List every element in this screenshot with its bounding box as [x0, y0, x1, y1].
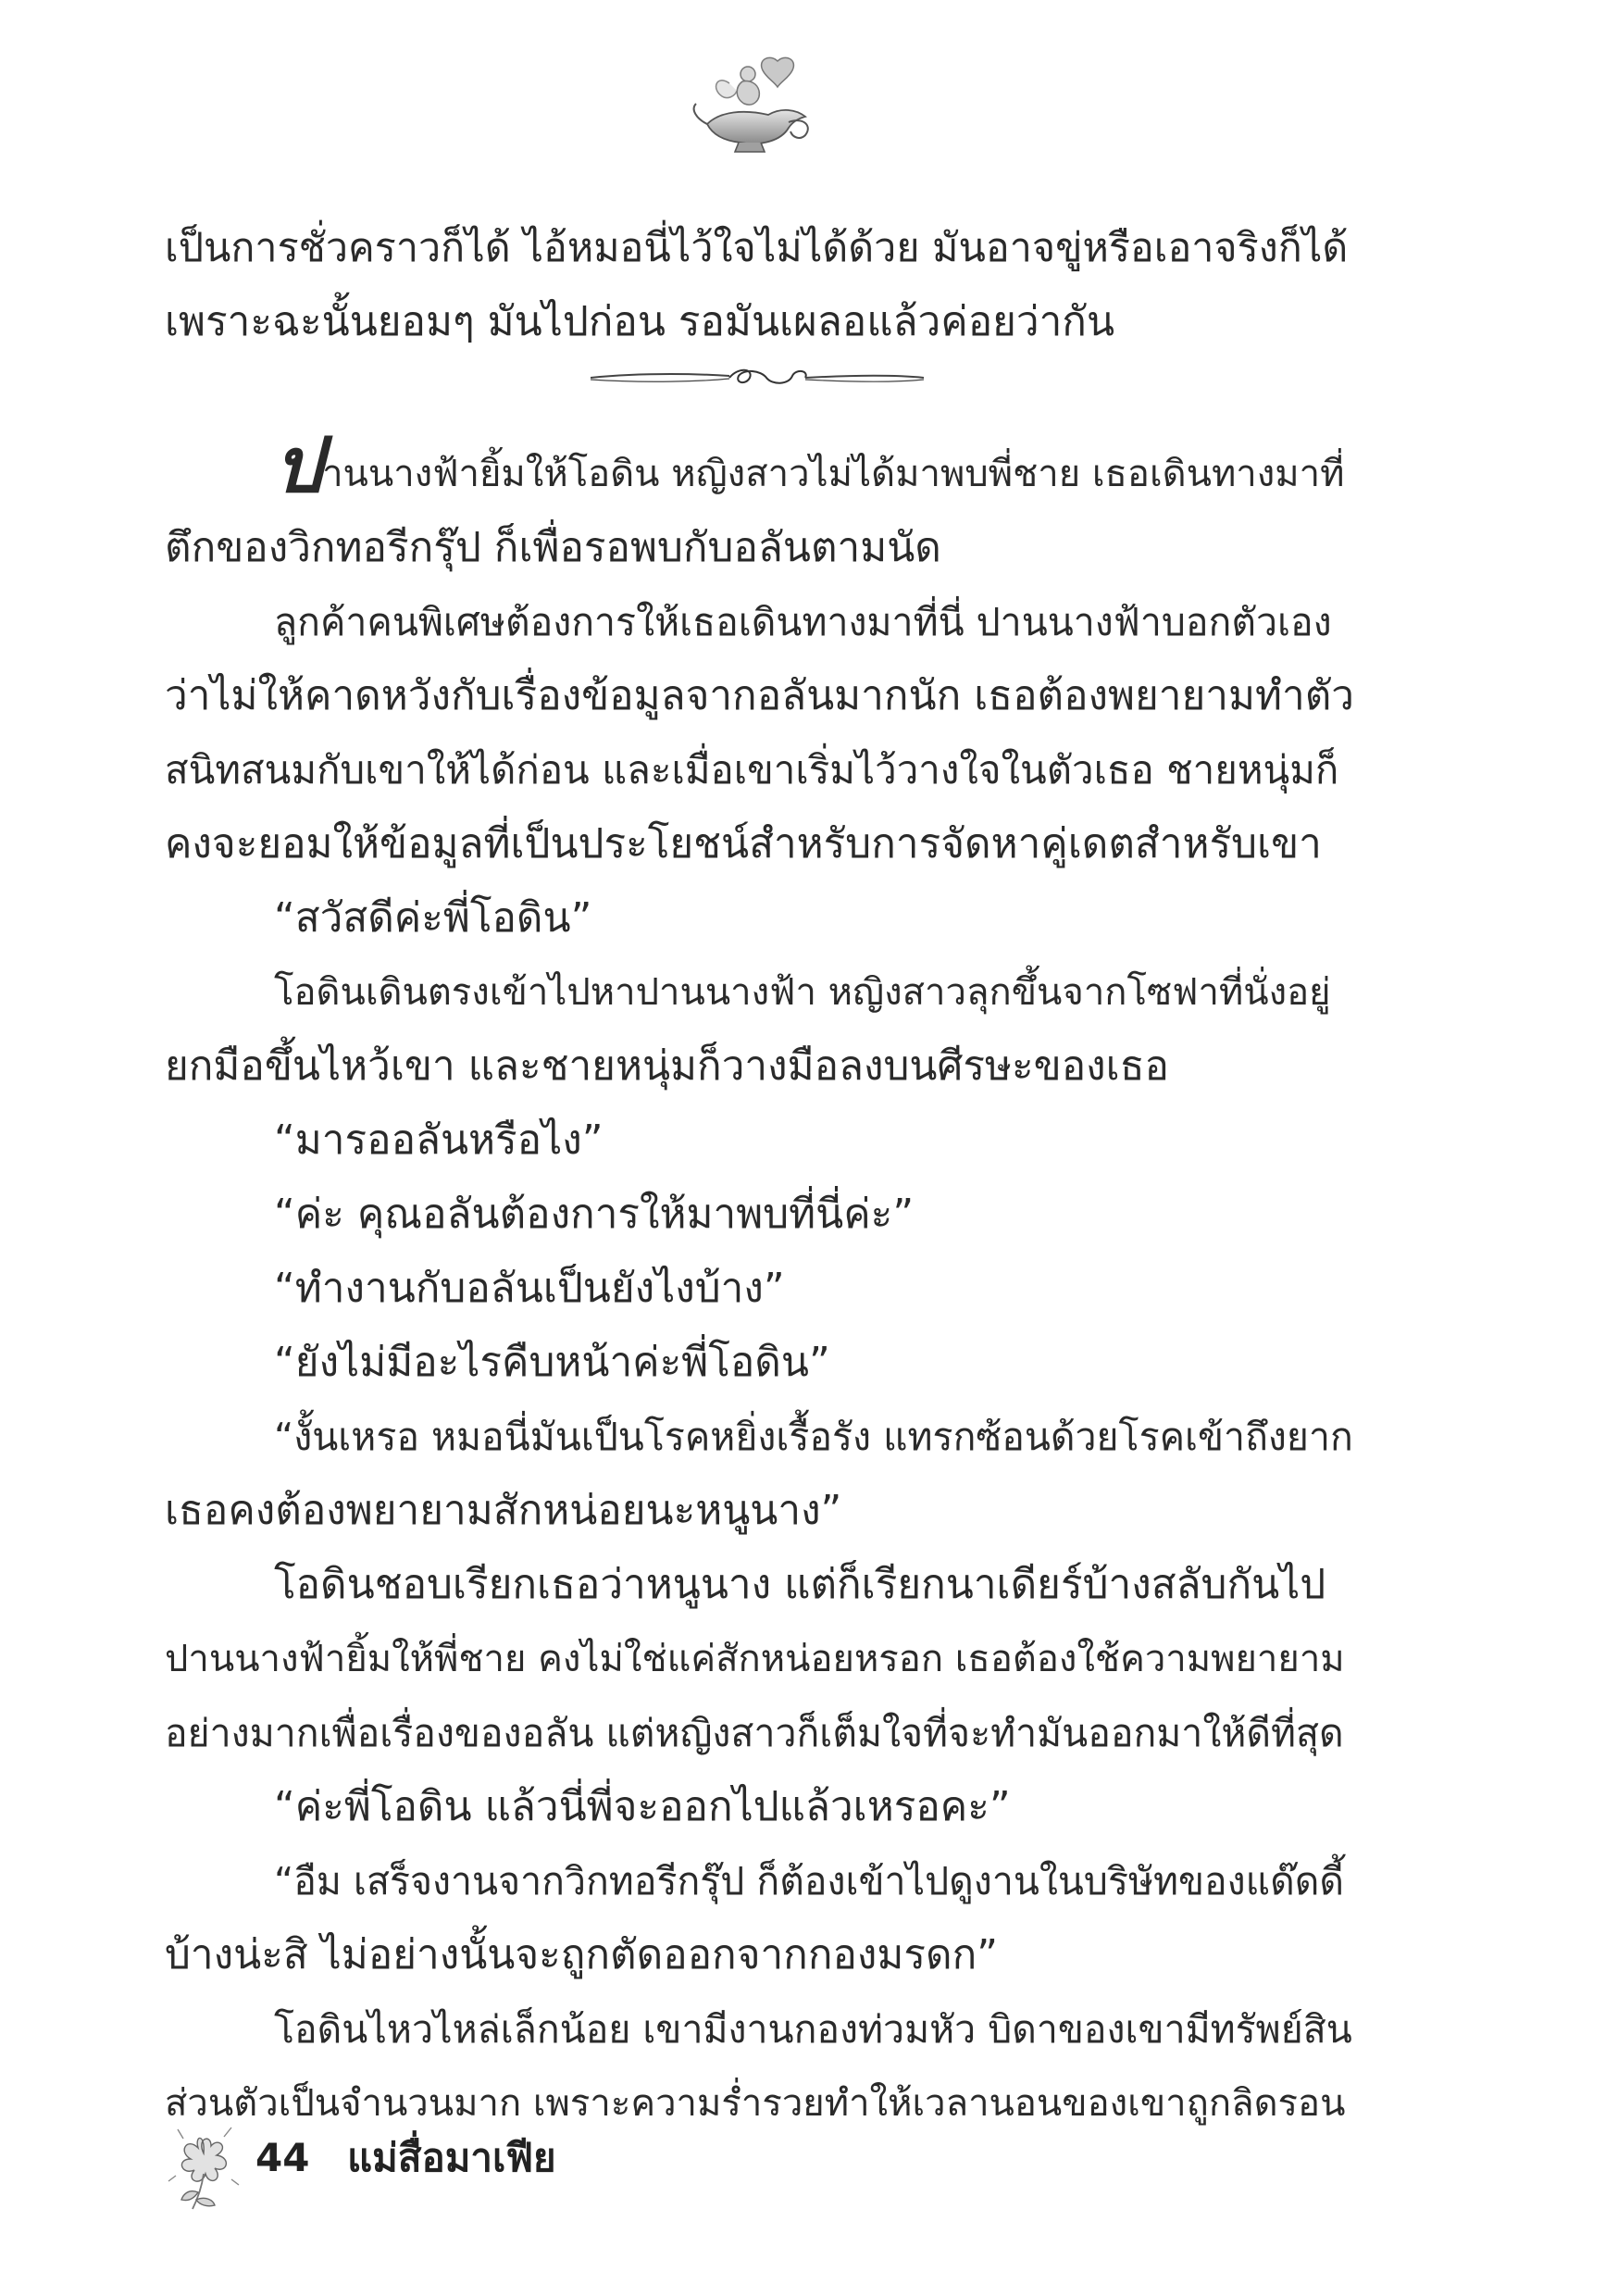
text-line: “งั้นเหรอ หมอนี่มันเป็นโรคหยิ่งเรื้อรัง แทรกซ้อนด้วยโรคเข้าถึงยาก [274, 1415, 1353, 1459]
drop-cap: ป [274, 421, 323, 510]
text-line: ลูกค้าคนพิเศษต้องการให้เธอเดินทางมาที่นี่ ปานนางฟ้าบอกตัวเอง [274, 600, 1332, 644]
text-line: ว่าไม่ให้คาดหวังกับเรื่องข้อมูลจากอลันมากนัก เธอต้องพยายามทำตัว [165, 672, 1355, 719]
text-line: สนิทสนมกับเขาให้ได้ก่อน และเมื่อเขาเริ่มไว้วางใจในตัวเธอ ชายหนุ่มก็ [165, 747, 1339, 792]
text-line-with-drop-cap [165, 421, 1354, 511]
text-line: “ทำงานกับอลันเป็นยังไงบ้าง” [274, 1265, 785, 1312]
text-line: “ค่ะ คุณอลันต้องการให้มาพบที่นี่ค่ะ” [274, 1191, 915, 1238]
page-number: 44 [255, 2135, 310, 2180]
text-line: “ค่ะพี่โอดิน แล้วนี่พี่จะออกไปแล้วเหรอคะ” [274, 1783, 1011, 1830]
page-footer [255, 2128, 556, 2189]
text-line: ยกมือขึ้นไหว้เขา และชายหนุ่มก็วางมือลงบนศีรษะของเธอ [165, 1042, 1169, 1090]
text-line: ตึกของวิกทอรีกรุ๊ป ก็เพื่อรอพบกับอลันตามนัด [165, 524, 941, 571]
body-text [165, 211, 1354, 2140]
text-line: คงจะยอมให้ข้อมูลที่เป็นประโยชน์สำหรับการจัดหาคู่เดตสำหรับเขา [165, 820, 1322, 867]
text-line: “มารออลันหรือไง” [274, 1117, 604, 1164]
text-line: อย่างมากเพื่อเรื่องของอลัน แต่หญิงสาวก็เต็มใจที่จะทำมันออกมาให้ดีที่สุด [165, 1711, 1344, 1755]
text-line: โอดินไหวไหล่เล็กน้อย เขามีงานกองท่วมหัว บิดาของเขามีทรัพย์สิน [274, 2007, 1352, 2052]
text-line: เพราะฉะนั้นยอมๆ มันไปก่อน รอมันเผลอแล้วค่อยว่ากัน [165, 298, 1115, 345]
text-line: “ยังไม่มีอะไรคืบหน้าค่ะพี่โอดิน” [274, 1339, 830, 1386]
book-title: แม่สื่อมาเฟีย [347, 2135, 556, 2180]
text-line: “อืม เสร็จงานจากวิกทอรีกรุ๊ป ก็ต้องเข้าไปดูงานในบริษัทของแด๊ดดี้ [274, 1859, 1344, 1903]
cupid-lamp-icon [689, 56, 818, 159]
flower-icon [165, 2120, 243, 2213]
text-line: “สวัสดีค่ะพี่โอดิน” [274, 894, 592, 942]
text-line: เธอคงต้องพยายามสักหน่อยนะหนูนาง” [165, 1487, 842, 1534]
text-line: บ้างน่ะสิ ไม่อย่างนั้นจะถูกตัดออกจากกองมรดก” [165, 1931, 999, 1978]
text-line: ปานนางฟ้ายิ้มให้พี่ชาย คงไม่ใช่แค่สักหน่อยหรอก เธอต้องใช้ความพยายาม [165, 1638, 1345, 1680]
text-line: โอดินเดินตรงเข้าไปหาปานนางฟ้า หญิงสาวลุกขึ้นจากโซฟาที่นั่งอยู่ [274, 971, 1331, 1014]
scene-divider [165, 359, 1354, 396]
flourish-divider-icon [591, 363, 924, 393]
text-line: ส่วนตัวเป็นจำนวนมาก เพราะความร่ำรวยทำให้เวลานอนของเขาถูกลิดรอน [165, 2082, 1346, 2125]
text-line: โอดินชอบเรียกเธอว่าหนูนาง แต่ก็เรียกนาเดียร์บ้างสลับกันไป [274, 1561, 1326, 1608]
text-run: านนางฟ้ายิ้มให้โอดิน หญิงสาวไม่ได้มาพบพี่ชาย เธอเดินทางมาที่ [322, 453, 1345, 495]
text-line: เป็นการชั่วคราวก็ได้ ไอ้หมอนี่ไว้ใจไม่ได้ด้วย มันอาจขู่หรือเอาจริงก็ได้ [165, 225, 1349, 271]
